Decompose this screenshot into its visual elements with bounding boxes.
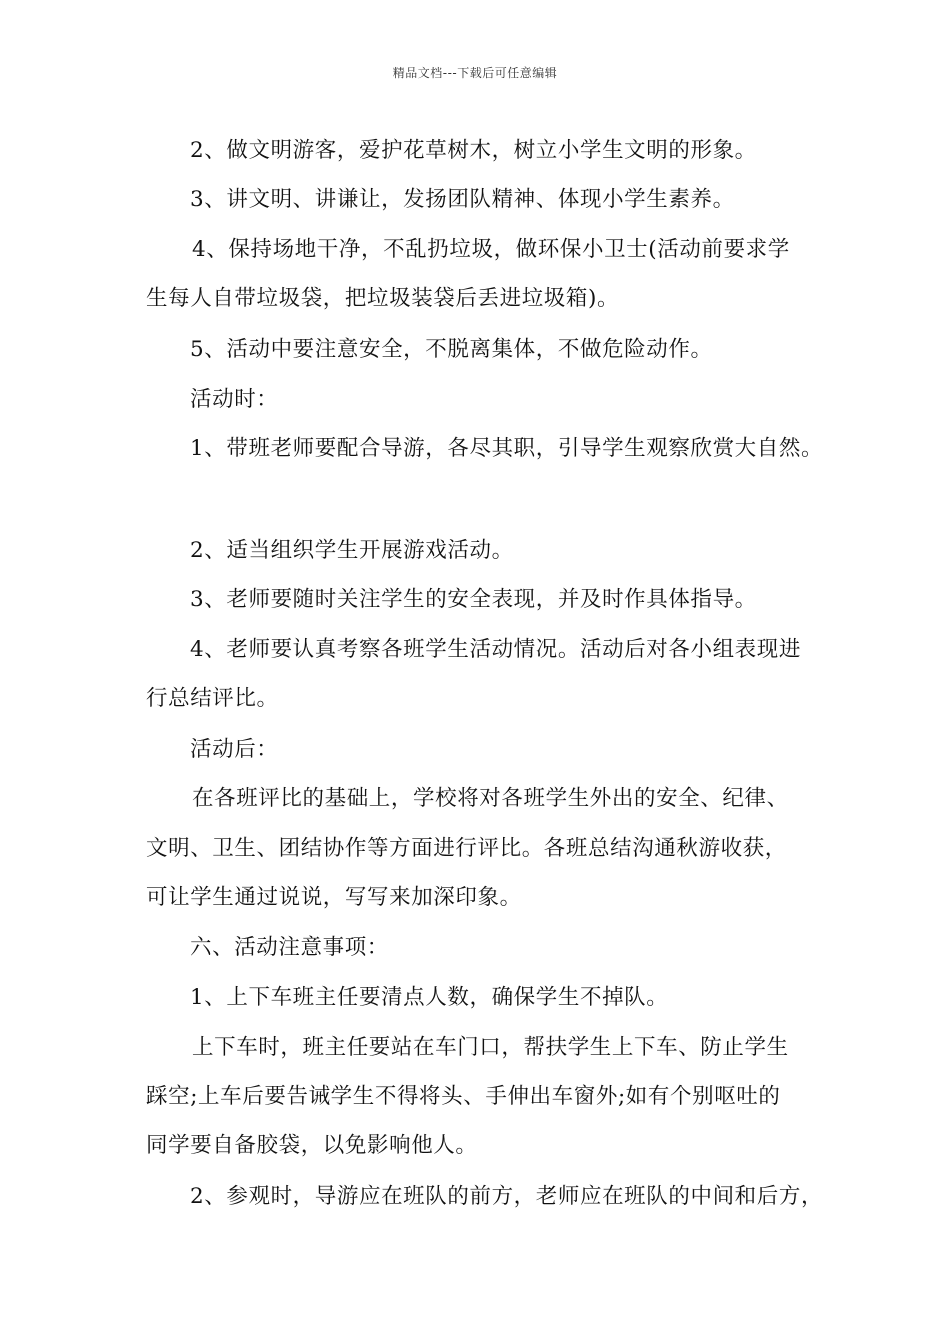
paragraph-line: 踩空;上车后要告诫学生不得将头、手伸出车窗外;如有个别呕吐的: [146, 1084, 781, 1109]
paragraph-line: 2、适当组织学生开展游戏活动。: [190, 538, 514, 563]
section-heading: 六、活动注意事项：: [190, 935, 389, 960]
paragraph-line: 2、参观时，导游应在班队的前方，老师应在班队的中间和后方，: [190, 1184, 824, 1209]
paragraph-line: 上下车时，班主任要站在车门口，帮扶学生上下车、防止学生: [192, 1035, 789, 1060]
paragraph-line: 可让学生通过说说，写写来加深印象。: [146, 885, 522, 910]
paragraph-line: 同学要自备胶袋，以免影响他人。: [146, 1133, 478, 1158]
paragraph-line: 1、带班老师要配合导游，各尽其职，引导学生观察欣赏大自然。: [190, 436, 824, 461]
paragraph-line: 行总结评比。: [146, 686, 279, 711]
paragraph-line: 1、上下车班主任要清点人数，确保学生不掉队。: [190, 985, 669, 1010]
paragraph-line: 3、老师要随时关注学生的安全表现，并及时作具体指导。: [190, 587, 757, 612]
paragraph-line: 5、活动中要注意安全，不脱离集体，不做危险动作。: [190, 337, 713, 362]
paragraph-line: 在各班评比的基础上，学校将对各班学生外出的安全、纪律、: [192, 786, 789, 811]
paragraph-line: 文明、卫生、团结协作等方面进行评比。各班总结沟通秋游收获，: [146, 836, 787, 861]
paragraph-line: 4、老师要认真考察各班学生活动情况。活动后对各小组表现进: [190, 637, 801, 662]
section-heading: 活动后：: [190, 737, 279, 762]
section-heading: 活动时：: [190, 387, 279, 412]
page-header: 精品文档---下载后可任意编辑: [392, 66, 558, 80]
paragraph-line: 4、保持场地干净，不乱扔垃圾，做环保小卫士(活动前要求学: [192, 237, 790, 262]
paragraph-line: 生每人自带垃圾袋，把垃圾装袋后丢进垃圾箱)。: [146, 286, 620, 311]
paragraph-line: 3、讲文明、讲谦让，发扬团队精神、体现小学生素养。: [190, 187, 735, 212]
paragraph-line: 2、做文明游客，爱护花草树木，树立小学生文明的形象。: [190, 138, 757, 163]
